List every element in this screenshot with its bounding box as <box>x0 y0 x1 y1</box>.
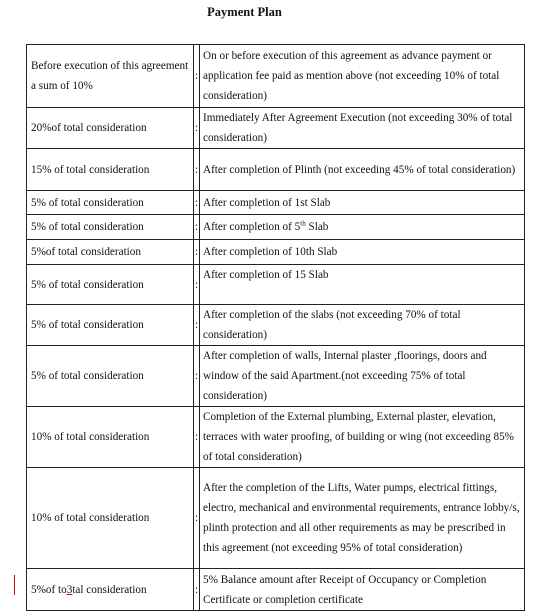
amount-cell: 5%of to3tal consideration <box>27 569 194 611</box>
separator: : <box>194 346 200 407</box>
description-cell: After completion of the slabs (not exceeding 70% of total consideration) <box>200 305 525 346</box>
table-row <box>27 305 525 346</box>
separator: : <box>194 305 200 346</box>
separator: : <box>194 191 200 215</box>
table-row <box>27 45 525 108</box>
amount-cell: 5% of total consideration <box>27 265 194 305</box>
table-row <box>27 407 525 468</box>
table-row <box>27 265 525 305</box>
amount-cell: Before execution of this agreement a sum of 10% <box>27 45 194 108</box>
amount-cell: 5% of total consideration <box>27 215 194 240</box>
description-cell: After the completion of the Lifts, Water pumps, electrical fittings, electro, mechanical and environmental requirements, entrance lobby/s, plinth protection and all other requirements as may be prescribed in this agreement (not exceeding 95% of total consideration) <box>200 468 525 569</box>
separator: : <box>194 149 200 191</box>
table-row <box>27 215 525 240</box>
separator: : <box>194 45 200 108</box>
table-row <box>27 149 525 191</box>
separator: : <box>194 407 200 468</box>
description-cell: After completion of Plinth (not exceeding 45% of total consideration) <box>200 149 525 191</box>
payment-plan-table <box>26 44 525 611</box>
amount-cell: 20%of total consideration <box>27 108 194 149</box>
description-cell: After completion of 1st Slab <box>200 191 525 215</box>
separator: : <box>194 468 200 569</box>
table-row <box>27 108 525 149</box>
description-cell: After completion of walls, Internal plaster ,floorings, doors and window of the said Apartment.(not exceeding 75% of total consideration) <box>200 346 525 407</box>
text-cursor <box>14 575 15 595</box>
description-cell: 5% Balance amount after Receipt of Occupancy or Completion Certificate or completion certificate <box>200 569 525 611</box>
description-cell: After completion of 15 Slab <box>200 265 525 305</box>
separator: : <box>194 215 200 240</box>
description-cell: On or before execution of this agreement as advance payment or application fee paid as mention above (not exceeding 10% of total consideration) <box>200 45 525 108</box>
separator: : <box>194 240 200 265</box>
amount-cell: 5%of total consideration <box>27 240 194 265</box>
amount-cell: 15% of total consideration <box>27 149 194 191</box>
separator: : <box>194 569 200 611</box>
table-row <box>27 468 525 569</box>
description-cell: Immediately After Agreement Execution (not exceeding 30% of total consideration) <box>200 108 525 149</box>
table-row <box>27 240 525 265</box>
separator: : <box>194 108 200 149</box>
amount-cell: 5% of total consideration <box>27 305 194 346</box>
description-cell: After completion of 5th Slab <box>200 215 525 240</box>
description-cell: Completion of the External plumbing, External plaster, elevation, terraces with water proofing, of building or wing (not exceeding 85% of total consideration) <box>200 407 525 468</box>
page-title: Payment Plan <box>207 5 282 19</box>
amount-cell: 5% of total consideration <box>27 346 194 407</box>
table-row <box>27 569 525 611</box>
table-row <box>27 346 525 407</box>
spelling-error-mark: 3 <box>66 583 73 596</box>
amount-cell: 10% of total consideration <box>27 468 194 569</box>
amount-cell: 10% of total consideration <box>27 407 194 468</box>
separator: : <box>194 265 200 305</box>
table-row <box>27 191 525 215</box>
amount-cell: 5% of total consideration <box>27 191 194 215</box>
description-cell: After completion of 10th Slab <box>200 240 525 265</box>
